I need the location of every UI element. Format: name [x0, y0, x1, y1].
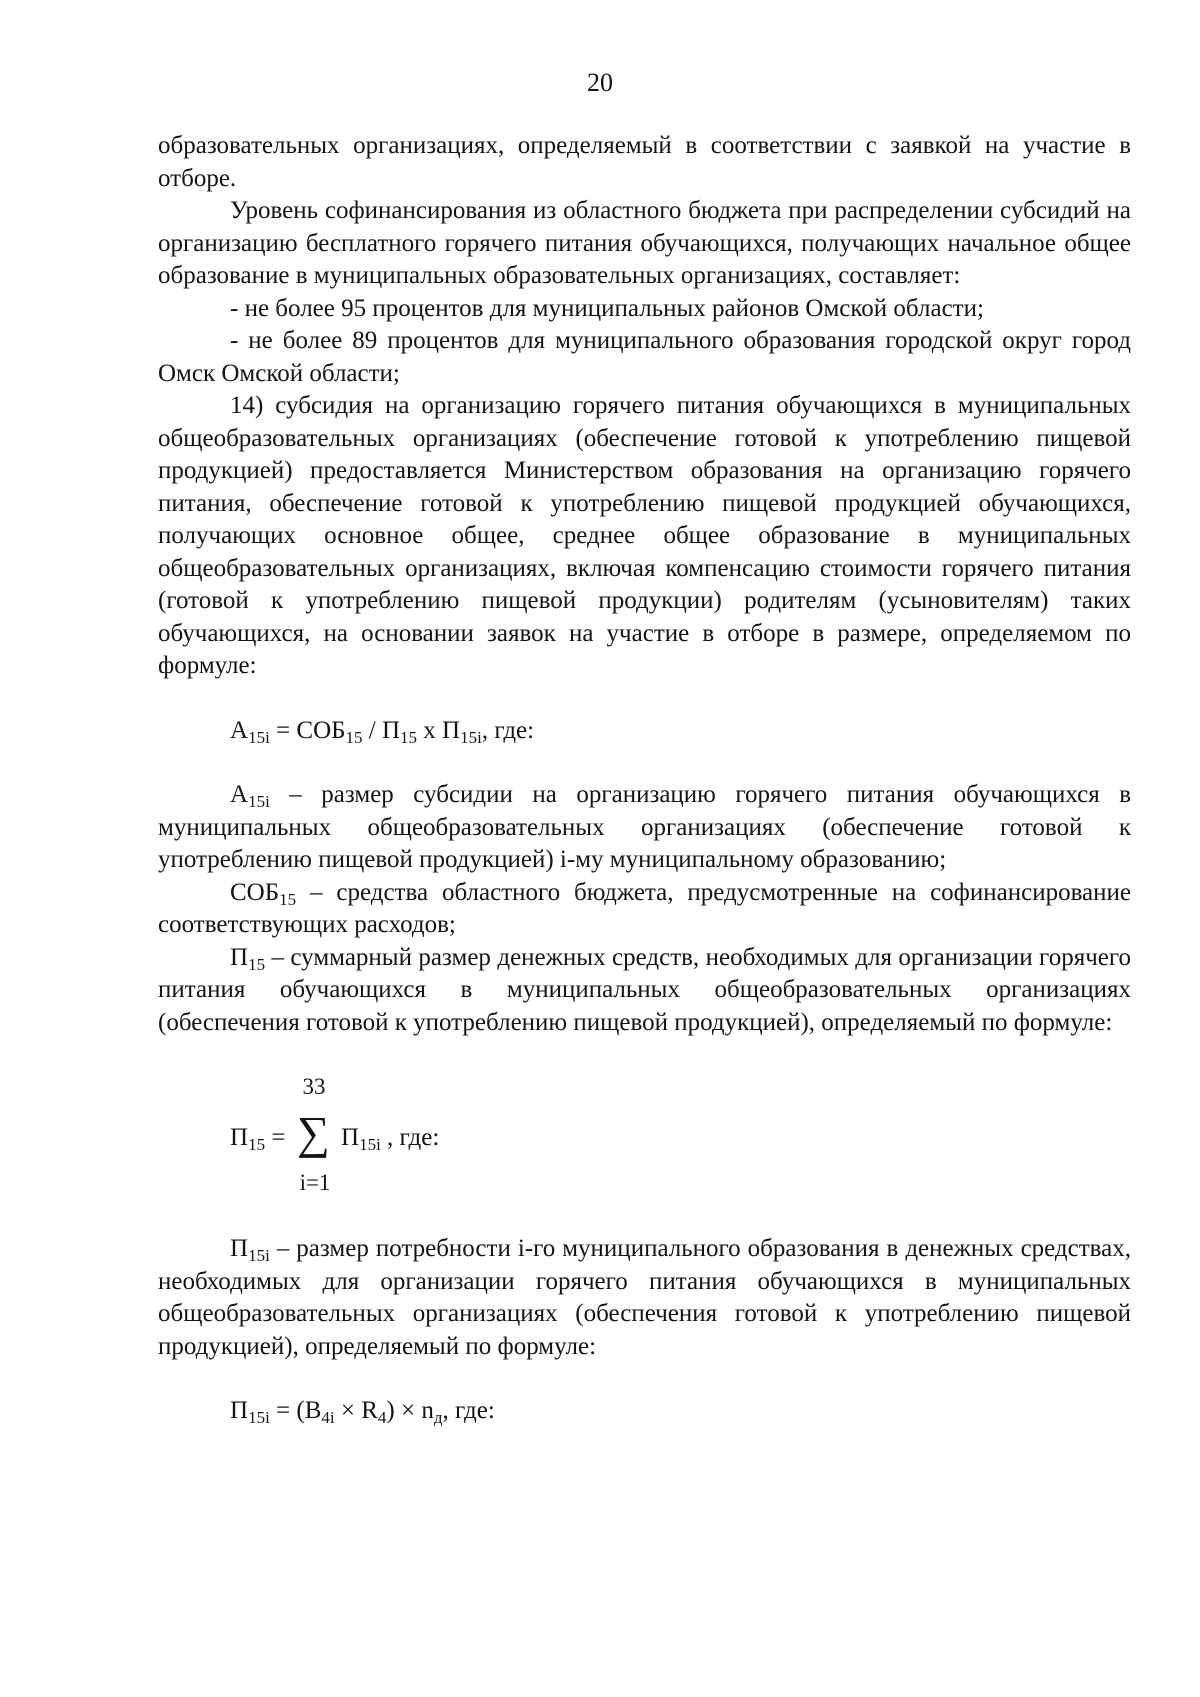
formula-p15-sum: $П_{15}$ = 33 ∑ i=1 $П_{15i}$ , где:: [158, 1071, 1131, 1201]
sum-lower-limit: i=1: [299, 1170, 331, 1195]
page-number: 20: [587, 68, 613, 97]
definition-sob15: $СОБ_{15}$ – средства областного бюджета, предусмотренные на софинансирование соответствующих расходов;: [158, 878, 1131, 938]
paragraph-cofinancing-level: Уровень софинансирования из областного бюджета при распределении субсидий на организацию бесплатного горячего питания обучающихся, получающих начальное общее образование в муниципальных образовательных организациях, составляет:: [158, 197, 1131, 289]
definition-p15: $П_{15}$ – суммарный размер денежных средств, необходимых для организации горячего питания обучающихся в муниципальных общеобразовательных организациях (обеспечения готовой к употреблению пищевой продукцией), определяемый по формуле:: [158, 943, 1131, 1036]
sum-upper-limit: 33: [302, 1074, 326, 1099]
paragraph-item-14: 14) субсидия на организацию горячего питания обучающихся в муниципальных общеобразовательных организациях (обеспечение готовой к употреблению пищевой продукцией) предоставляется Министерством образования на организацию горячего питания, обеспечение готовой к употреблению пищевой продукцией обучающихся, получающих основное общее, среднее общее образование в муниципальных общеобразовательных организациях, включая компенсацию стоимости горячего питания (готовой к употреблению пищевой продукции) родителям (усыновителям) таких обучающихся, на основании заявок на участие в отборе в размере, определяемом по формуле:: [158, 392, 1131, 679]
list-item-omsk-city: - не более 89 процентов для муниципального образования городской округ город Омск Омской области;: [158, 327, 1131, 387]
document-body: [158, 130, 1131, 1428]
paragraph-continuation: образовательных организациях, определяемый в соответствии с заявкой на участие в отборе.: [158, 132, 1131, 192]
formula-p15i: $П_{15i} = (В_{4i} \times R_4) \times n_д$, где:: [230, 1397, 495, 1427]
definition-p15i: $П_{15i}$ – размер потребности i-го муниципального образования в денежных средствах, необходимых для организации горячего питания обучающихся в муниципальных общеобразовательных организациях (обеспечения готовой к употреблению пищевой продукцией), определяемый по формуле:: [158, 1235, 1131, 1360]
formula-a15i: $А_{15i} = СОБ_{15} / П_{15}$ х $П_{15i}$, где:: [230, 716, 535, 747]
definition-a15i: $А_{15i}$ – размер субсидии на организацию горячего питания обучающихся в муниципальных общеобразовательных организациях (обеспечение готовой к употреблению пищевой продукцией) i-му муниципальному образованию;: [158, 781, 1131, 873]
list-item-municipal-districts: - не более 95 процентов для муниципальных районов Омской области;: [230, 294, 984, 322]
sigma-symbol: ∑: [297, 1107, 330, 1158]
